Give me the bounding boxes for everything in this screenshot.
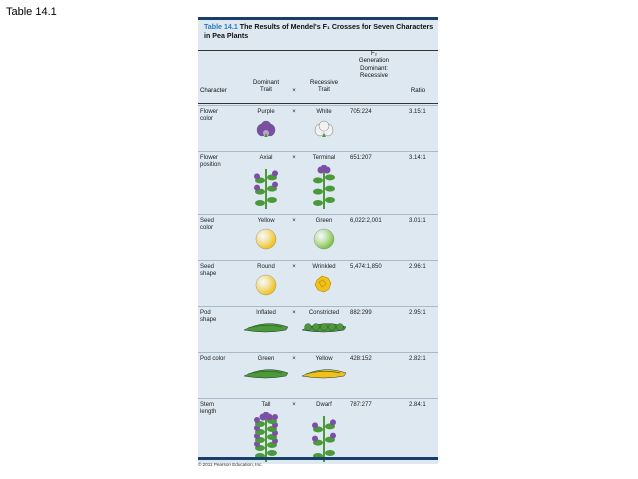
cross-symbol: × (292, 356, 296, 362)
f2-ratio-count-cell: 882:299 (350, 310, 372, 316)
dominant-trait-cell: Yellow (257, 218, 275, 224)
wrinkled-seed-icon (313, 274, 335, 296)
character-cell: Flower position (200, 155, 221, 169)
f2-ratio-count-cell: 705:224 (350, 109, 372, 115)
ratio-cell: 3.14:1 (409, 155, 426, 161)
dominant-trait-cell: Inflated (256, 310, 276, 316)
table-row (198, 260, 438, 307)
character-cell: Seed color (200, 218, 215, 232)
inflated-pod-icon (242, 320, 290, 336)
ratio-cell: 2.82:1 (409, 356, 426, 362)
table-caption-text: The Results of Mendel's F₁ Crosses for Seven Characters in Pea Plants (204, 23, 434, 40)
table-top-bar (198, 17, 438, 20)
f2-ratio-count-cell: 428:152 (350, 356, 372, 362)
cross-symbol: × (292, 155, 296, 161)
round-seed-icon (255, 274, 277, 296)
recessive-trait-cell: White (316, 109, 332, 115)
header-bottom-rule (198, 103, 438, 104)
dominant-trait-cell: Purple (257, 109, 275, 115)
cross-symbol: × (292, 218, 296, 224)
cross-symbol: × (292, 109, 296, 115)
ratio-cell: 2.84:1 (409, 402, 426, 408)
dominant-trait-cell: Axial (259, 155, 273, 161)
yellow-seed-icon (255, 228, 277, 250)
header-f2-generation: F₂ Generation Dominant: Recessive (358, 50, 390, 80)
table-bottom-bar (198, 457, 438, 460)
table-row (198, 398, 438, 457)
character-cell: Pod shape (200, 310, 217, 324)
slide-title: Table 14.1 (6, 6, 57, 18)
ratio-cell: 3.15:1 (409, 109, 426, 115)
green-pod-icon (242, 366, 290, 382)
copyright-text: © 2011 Pearson Education, Inc. (198, 462, 263, 467)
cross-symbol: × (292, 402, 296, 408)
f2-ratio-count-cell: 651:207 (350, 155, 372, 161)
yellow-pod-icon (300, 366, 348, 382)
character-cell: Seed shape (200, 264, 217, 278)
header-cross: × (292, 87, 296, 94)
dominant-trait-cell: Tall (261, 402, 271, 408)
f2-ratio-count-cell: 5,474:1,850 (350, 264, 382, 270)
recessive-trait-cell: Yellow (315, 356, 333, 362)
ratio-cell: 2.95:1 (409, 310, 426, 316)
table-panel (198, 17, 438, 467)
header-ratio: Ratio (410, 87, 426, 94)
dwarf-plant-icon (309, 412, 339, 462)
dominant-trait-cell: Green (257, 356, 275, 362)
f2-ratio-count-cell: 6,022:2,001 (350, 218, 382, 224)
table-row (198, 352, 438, 399)
header-dominant: Dominant Trait (252, 79, 280, 94)
table-caption (204, 23, 434, 41)
header-character: Character (200, 87, 227, 94)
header-top-rule (198, 50, 438, 51)
recessive-trait-cell: Constricted (308, 310, 340, 316)
terminal-flower-stem-icon (309, 165, 339, 209)
character-cell: Stem length (200, 402, 217, 416)
dominant-trait-cell: Round (257, 264, 275, 270)
tall-plant-icon (251, 412, 281, 462)
recessive-trait-cell: Terminal (312, 155, 336, 161)
ratio-cell: 2.96:1 (409, 264, 426, 270)
header-recessive: Recessive Trait (309, 79, 339, 94)
character-cell: Pod color (200, 356, 226, 362)
white-flower-icon (313, 119, 335, 141)
ratio-cell: 3.01:1 (409, 218, 426, 224)
table-header (198, 50, 438, 105)
table-row (198, 306, 438, 353)
recessive-trait-cell: Wrinkled (312, 264, 336, 270)
table-row (198, 151, 438, 215)
purple-flower-icon (255, 119, 277, 141)
axial-flower-stem-icon (251, 165, 281, 209)
f2-ratio-count-cell: 787:277 (350, 402, 372, 408)
constricted-pod-icon (300, 320, 348, 336)
recessive-trait-cell: Green (315, 218, 333, 224)
table-row (198, 105, 438, 152)
cross-symbol: × (292, 310, 296, 316)
table-row (198, 214, 438, 261)
character-cell: Flower color (200, 109, 219, 123)
cross-symbol: × (292, 264, 296, 270)
table-caption-number: Table 14.1 (204, 23, 238, 31)
green-seed-icon (313, 228, 335, 250)
recessive-trait-cell: Dwarf (316, 402, 332, 408)
